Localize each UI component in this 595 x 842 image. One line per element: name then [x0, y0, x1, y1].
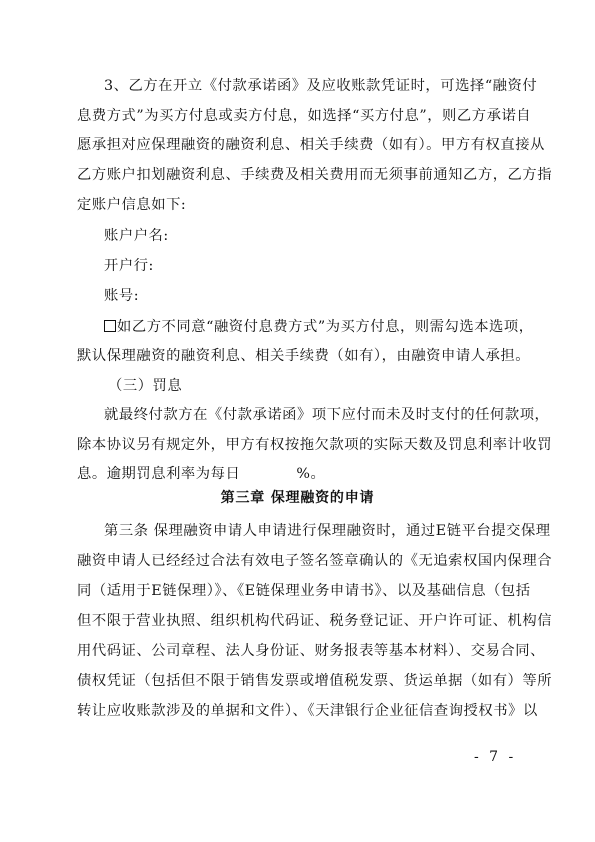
page-number: - 7 -	[474, 749, 517, 765]
account-number-label: 账号:	[104, 288, 140, 304]
bank-label: 开户行:	[104, 258, 154, 274]
account-name-label: 账户户名:	[104, 228, 169, 244]
article-line-6: 债权凭证（包括但不限于销售发票或增值税发票、货运单据（如有）等所	[77, 673, 553, 689]
penalty-line-3	[77, 465, 522, 483]
opt-out-checkbox[interactable]	[104, 320, 116, 332]
article-line-3: 同（适用于E链保理）》、《E链保理业务申请书》、以及基础信息（包括	[77, 583, 531, 599]
para3-line-2: 息费方式”为买方付息或卖方付息，如选择“买方付息”，则乙方承诺自	[77, 108, 532, 124]
para3-line-5: 定账户信息如下:	[77, 197, 187, 213]
chapter-heading: 第三章 保理融资的申请	[220, 490, 375, 506]
penalty-line-1: 就最终付款方在《付款承诺函》项下应付而未及时支付的任何款项，	[104, 407, 550, 423]
article-line-2: 融资申请人已经经过合法有效电子签名签章确认的《无追索权国内保理合	[77, 553, 553, 569]
penalty-title: （三）罚息	[108, 378, 183, 394]
opt-out-line-2: 默认保理融资的融资利息、相关手续费（如有），由融资申请人承担。	[77, 348, 531, 364]
penalty-line-2: 除本协议另有规定外，甲方有权按拖欠款项的实际天数及罚息利率计收罚	[77, 437, 553, 453]
para3-line-1: 3、乙方在开立《付款承诺函》及应收账款凭证时，可选择“融资付	[104, 78, 538, 94]
para3-line-4: 乙方账户扣划融资利息、手续费及相关费用而无须事前通知乙方，乙方指	[77, 167, 553, 183]
opt-out-text-1: 如乙方不同意“融资付息费方式”为买方付息，则需勾选本选项，	[117, 319, 534, 335]
article-line-5: 用代码证、公司章程、法人身份证、财务报表等基本材料）、交易合同、	[77, 643, 545, 659]
para3-line-3: 愿承担对应保理融资的融资利息、相关手续费（如有）。甲方有权直接从	[77, 137, 545, 153]
article-line-1: 第三条 保理融资申请人申请进行保理融资时，通过E链平台提交保理	[104, 523, 551, 539]
penalty-rate-prefix: 息。逾期罚息利率为每日	[77, 466, 241, 482]
article-line-4: 但不限于营业执照、组织机构代码证、税务登记证、开户许可证、机构信	[77, 613, 553, 629]
penalty-rate-suffix: %。	[296, 466, 326, 482]
opt-out-line-1	[104, 318, 534, 336]
article-line-7: 转让应收账款涉及的单据和文件）、《天津银行企业征信查询授权书》以	[77, 703, 538, 719]
